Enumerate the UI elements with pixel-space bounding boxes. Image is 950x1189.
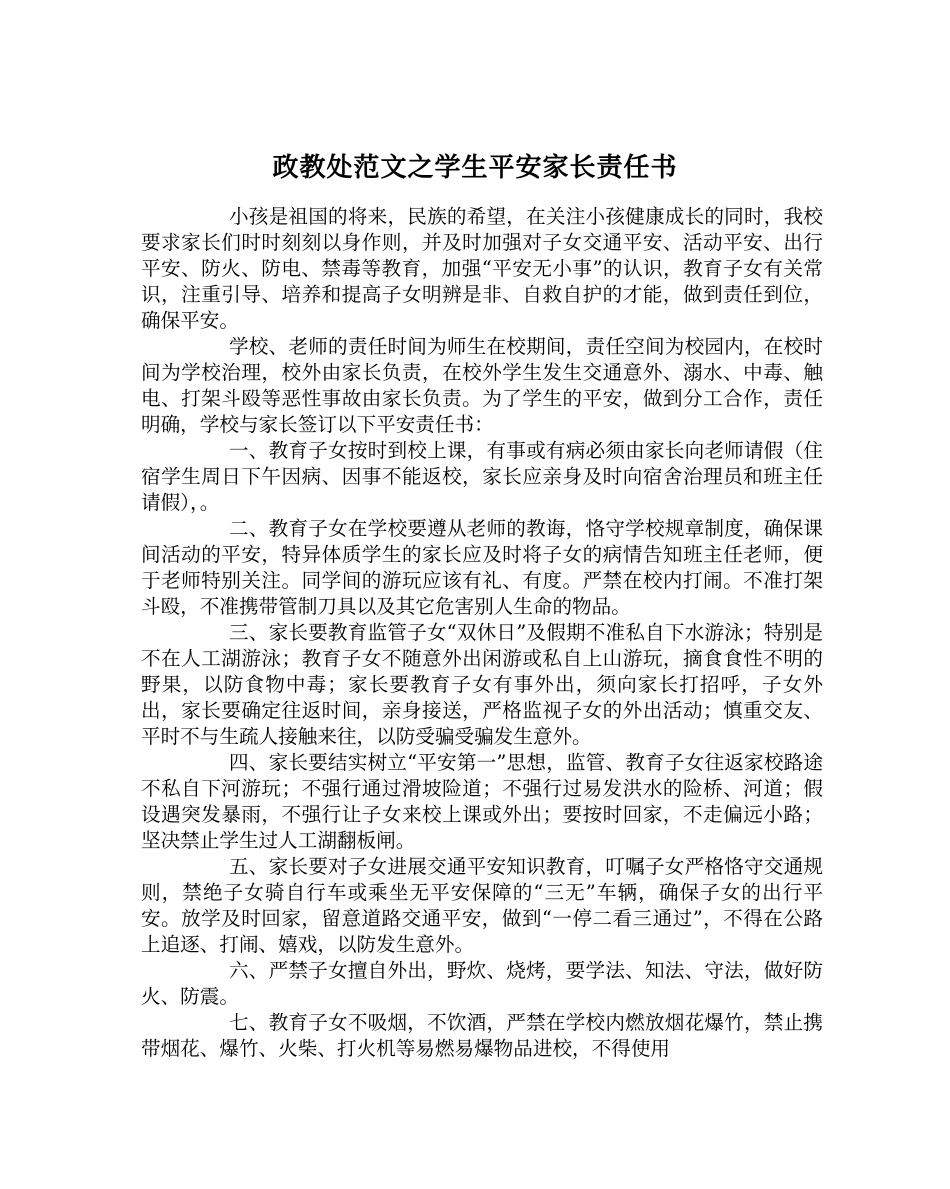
paragraph-responsibility-scope: 学校、老师的责任时间为师生在校期间，责任空间为校园内，在校时间为学校治理，校外由家长负责，在校外学生发生交通意外、溺水、中毒、触电、打架斗殴等恶性事故由家长负责。为了学生的平安，做到分工合作，责任明确，学校与家长签订以下平安责任书： (141, 335, 823, 436)
paragraph-item-1: 一、教育子女按时到校上课，有事或有病必须由家长向老师请假（住宿学生周日下午因病、因事不能返校，家长应亲身及时向宿舍治理员和班主任请假），。 (141, 439, 823, 514)
document-title: 政教处范文之学生平安家长责任书 (272, 153, 678, 184)
paragraph-item-7: 七、教育子女不吸烟，不饮酒，严禁在学校内燃放烟花爆竹，禁止携带烟花、爆竹、火柴、打火机等易燃易爆物品进校，不得使用 (141, 1011, 823, 1060)
paragraph-item-3: 三、家长要教育监管子女“双休日”及假期不准私自下水游泳；特别是不在人工湖游泳；教育子女不随意外出闲游或私自上山游玩，摘食食性不明的野果，以防食物中毒；家长要教育子女有事外出，须向家长打招呼，子女外出，家长要确定往返时间，亲身接送，严格监视子女的外出活动；慎重交友、平时不与生疏人接触来往，以防受骗受骗发生意外。 (141, 621, 823, 748)
document-body (141, 204, 823, 1062)
paragraph-item-5: 五、家长要对子女进展交通平安知识教育，叮嘱子女严格恪守交通规则，禁绝子女骑自行车或乘坐无平安保障的“三无”车辆，确保子女的出行平安。放学及时回家，留意道路交通平安，做到“一停二看三通过”，不得在公路上追逐、打闹、嬉戏，以防发生意外。 (141, 855, 823, 956)
paragraph-item-6: 六、严禁子女擅自外出，野炊、烧烤，要学法、知法、守法，做好防火、防震。 (141, 959, 823, 1008)
paragraph-intro: 小孩是祖国的将来，民族的希望，在关注小孩健康成长的同时，我校要求家长们时时刻刻以身作则，并及时加强对子女交通平安、活动平安、出行平安、防火、防电、禁毒等教育，加强“平安无小事”的认识，教育子女有关常识，注重引导、培养和提高子女明辨是非、自救自护的才能，做到责任到位，确保平安。 (141, 205, 823, 332)
paragraph-item-2: 二、教育子女在学校要遵从老师的教诲，恪守学校规章制度，确保课间活动的平安，特异体质学生的家长应及时将子女的病情告知班主任老师，便于老师特别关注。同学间的游玩应该有礼、有度。严禁在校内打闹。不准打架斗殴，不准携带管制刀具以及其它危害别人生命的物品。 (141, 517, 823, 618)
paragraph-item-4: 四、家长要结实树立“平安第一”思想，监管、教育子女往返家校路途不私自下河游玩；不强行通过滑坡险道；不强行过易发洪水的险桥、河道；假设遇突发暴雨，不强行让子女来校上课或外出；要按时回家，不走偏远小路；坚决禁止学生过人工湖翻板闸。 (141, 751, 823, 852)
